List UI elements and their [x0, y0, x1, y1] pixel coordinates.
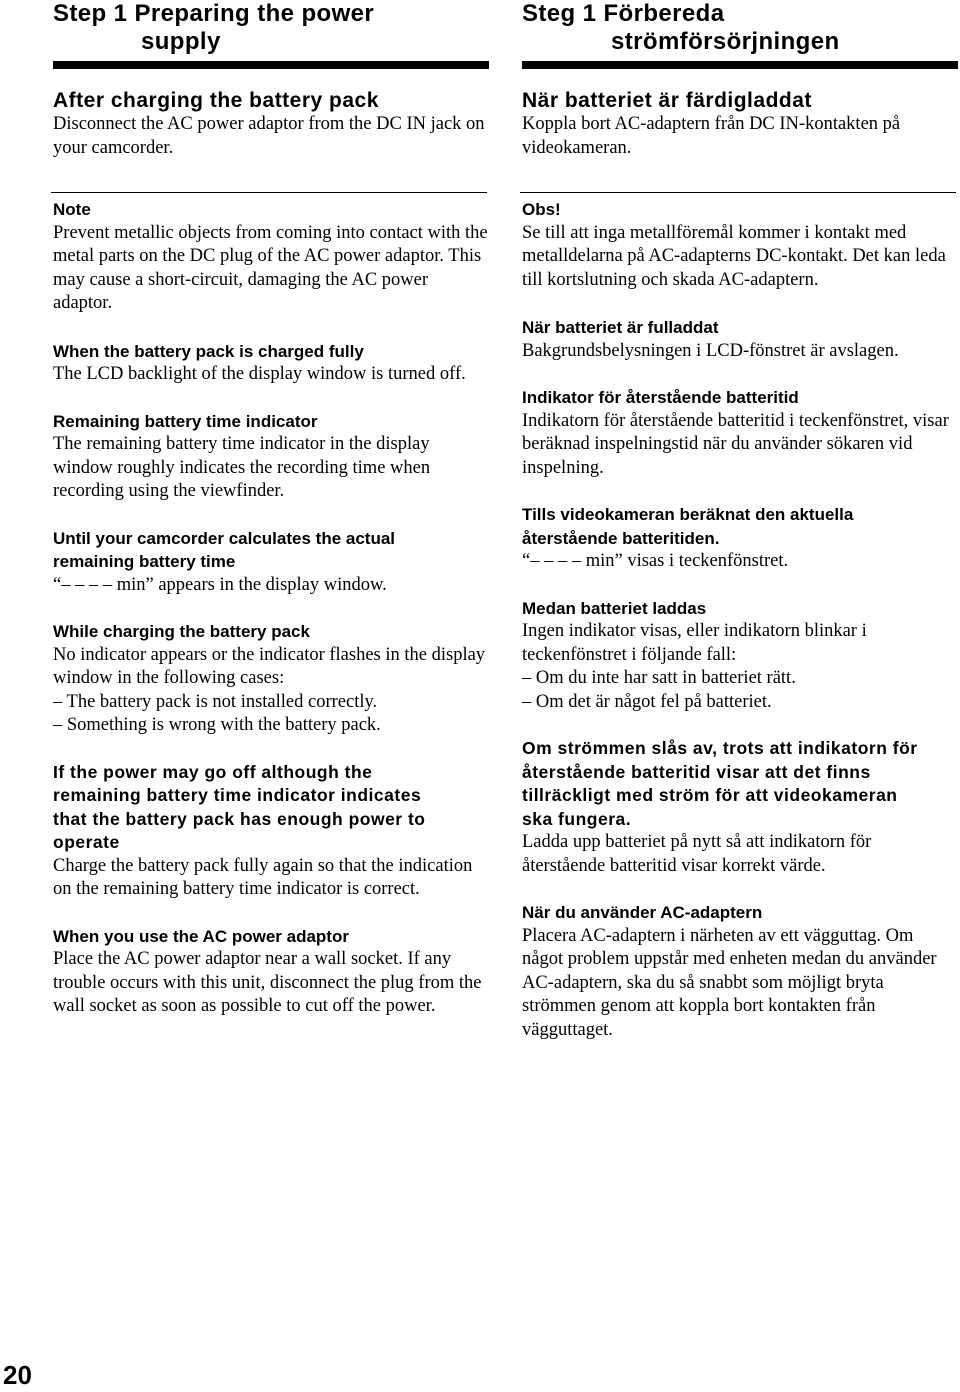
title-line2: supply — [141, 28, 221, 55]
title-rule — [522, 61, 958, 69]
section-remaining-indicator — [522, 386, 958, 480]
section-after-charging — [522, 88, 958, 160]
section-note — [522, 198, 958, 292]
case-item: – Something is wrong with the battery pack. — [53, 715, 381, 735]
section-heading-line2: återstående batteritiden. — [522, 528, 720, 548]
section-heading: Remaining battery time indicator — [53, 411, 318, 431]
section-text: The remaining battery time indicator in the display window roughly indicates the recording time when recording using the viewfinder. — [53, 434, 431, 501]
note-text: Prevent metallic objects from coming into contact with the metal parts on the DC plug of the AC power adaptor. This may cause a short-circuit, damaging the AC power adaptor. — [53, 222, 488, 313]
title-line1: Step 1 Preparing the power — [53, 0, 375, 27]
note-rule — [51, 192, 487, 193]
section-heading: När du använder AC-adaptern — [522, 903, 763, 922]
page-title-en — [53, 0, 489, 58]
section-heading-line3: that the battery pack has enough power to — [53, 808, 426, 829]
page-title-sv — [522, 0, 958, 58]
section-heading: När batteriet är färdigladdat — [522, 89, 812, 112]
page-number: 20 — [3, 1360, 32, 1390]
section-charged-fully — [53, 340, 489, 387]
case-item: – The battery pack is not installed correctly. — [53, 691, 378, 712]
section-note — [53, 198, 489, 316]
section-heading-line2: remaining battery time indicator indicates — [53, 785, 422, 805]
section-heading: When you use the AC power adaptor — [53, 926, 349, 946]
note-heading: Obs! — [522, 200, 561, 219]
case-item: – Om det är något fel på batteriet. — [522, 691, 772, 712]
section-text: No indicator appears or the indicator flashes in the display window in the following cases: — [53, 644, 486, 688]
section-text: Ladda upp batteriet på nytt så att indikatorn för återstående batteritid visar korrekt värde. — [522, 832, 872, 876]
section-heading-line1: Om strömmen slås av, trots att indikatorn för — [522, 738, 918, 758]
section-heading-line4: ska fungera. — [522, 808, 632, 829]
section-heading: While charging the battery pack — [53, 622, 310, 641]
section-power-off — [522, 737, 958, 878]
note-text: Se till att inga metallföremål kommer i kontakt med metalldelarna på AC-adapterns DC-kontakt. Det kan leda till kortslutning och skada AC-adaptern. — [522, 222, 946, 290]
section-heading-line1: Until your camcorder calculates the actual — [53, 528, 396, 548]
section-power-off — [53, 761, 489, 902]
note-heading: Note — [53, 200, 91, 219]
note-rule — [520, 192, 956, 193]
section-until-calculates — [522, 503, 958, 574]
section-heading-line3: tillräckligt med ström för att videokameran — [522, 785, 898, 805]
section-text: “– – – – min” appears in the display window. — [53, 574, 387, 595]
section-until-calculates — [53, 527, 489, 598]
section-heading: Indikator för återstående batteritid — [522, 388, 799, 407]
swedish-column — [522, 0, 958, 1042]
section-heading-line2: återstående batteritid visar att det finns — [522, 761, 871, 782]
section-heading: Medan batteriet laddas — [522, 598, 707, 618]
section-use-ac — [53, 925, 489, 1019]
section-text: The LCD backlight of the display window is turned off. — [53, 364, 466, 384]
section-after-charging — [53, 88, 489, 160]
section-while-charging — [522, 597, 958, 715]
section-charged-fully — [522, 316, 958, 363]
section-text: Place the AC power adaptor near a wall socket. If any trouble occurs with this unit, disconnect the plug from the wall socket as soon as possible to cut off the power. — [53, 949, 482, 1016]
case-item: – Om du inte har satt in batteriet rätt. — [522, 668, 796, 688]
section-heading-line1: Tills videokameran beräknat den aktuella — [522, 505, 854, 524]
section-heading: When the battery pack is charged fully — [53, 341, 364, 361]
section-text: Ingen indikator visas, eller indikatorn blinkar i teckenfönstret i följande fall: — [522, 621, 867, 665]
title-line1: Steg 1 Förbereda — [522, 0, 725, 27]
section-text: Koppla bort AC-adaptern från DC IN-kontakten på videokameran. — [522, 114, 901, 158]
english-column — [53, 0, 489, 1019]
section-text: Indikatorn för återstående batteritid i teckenfönstret, visar beräknad inspelningstid när du använder sökaren vid inspelning. — [522, 410, 949, 478]
section-heading-line2: remaining battery time — [53, 552, 236, 571]
section-text: Disconnect the AC power adaptor from the DC IN jack on your camcorder. — [53, 114, 485, 158]
section-text: “– – – – min” visas i teckenfönstret. — [522, 551, 789, 571]
section-text: Charge the battery pack fully again so that the indication on the remaining battery time indicator is correct. — [53, 855, 473, 899]
title-rule — [53, 61, 489, 69]
section-text: Bakgrundsbelysningen i LCD-fönstret är avslagen. — [522, 340, 899, 361]
section-heading-line4: operate — [53, 832, 120, 852]
section-remaining-indicator — [53, 410, 489, 504]
section-heading: När batteriet är fulladdat — [522, 318, 719, 337]
section-heading-line1: If the power may go off although the — [53, 761, 373, 782]
section-while-charging — [53, 620, 489, 738]
section-heading: After charging the battery pack — [53, 89, 379, 112]
section-text: Placera AC-adaptern i närheten av ett vägguttag. Om något problem uppstår med enheten medan du använder AC-adaptern, ska du så snabbt som möjligt bryta strömmen genom att koppla bort kontakten från vägguttaget. — [522, 925, 937, 1040]
title-line2: strömförsörjningen — [611, 28, 840, 55]
section-use-ac — [522, 901, 958, 1042]
